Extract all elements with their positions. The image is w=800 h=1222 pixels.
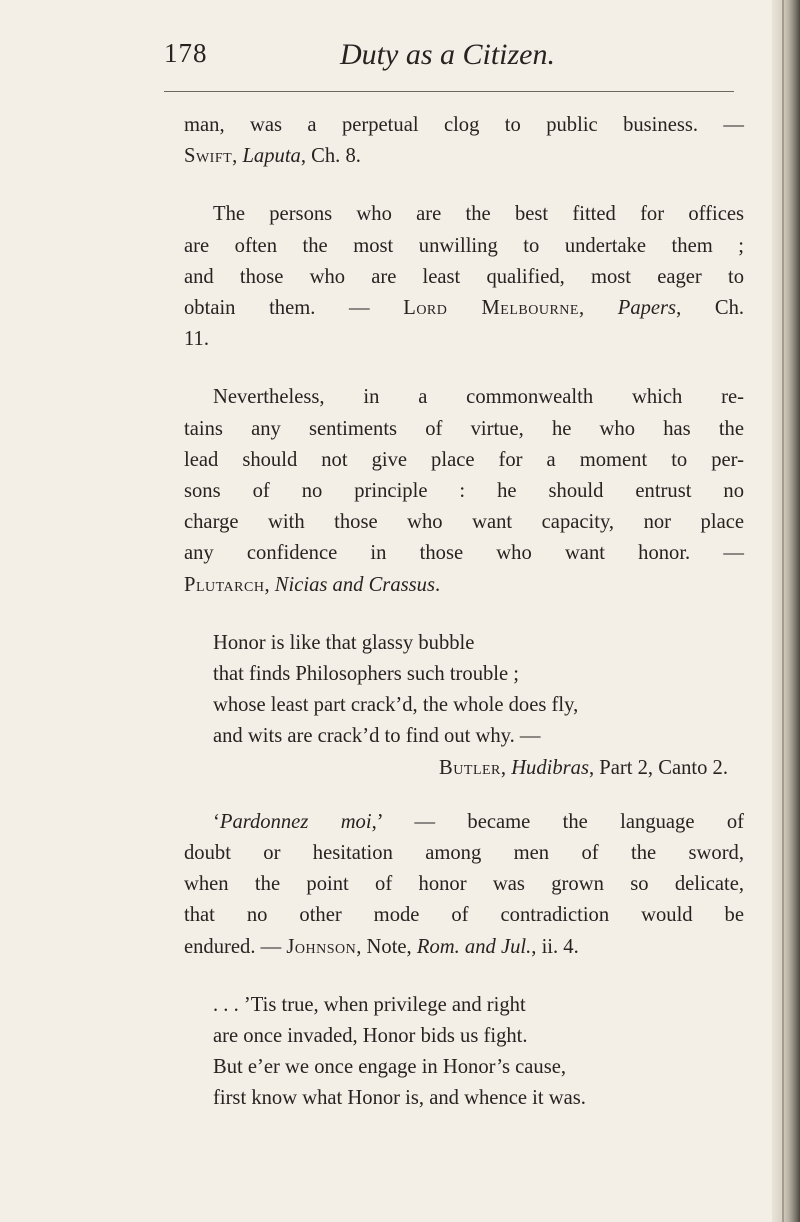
author-name: Swift [184,145,233,168]
text-line: are often the most unwilling to undertake them ; [184,234,744,257]
quote-swift [184,110,744,172]
work-title: Papers [617,297,677,320]
reference: , Part 2, Canto 2. [589,756,728,779]
text-line: and those who are least qualified, most eager to [184,265,744,288]
author-name: Johnson [286,935,357,958]
text-line-with-attribution [184,293,744,324]
text-line: tains any sentiments of virtue, he who has the [184,417,744,440]
quote-johnson [184,807,744,963]
reference: , Ch. 8. [300,145,361,168]
text-line: lead should not give place for a moment to per- [184,448,744,471]
quote-plutarch [184,382,744,600]
separator: , [232,145,243,168]
text-line: Nevertheless, in a commonwealth which re- [213,386,744,409]
text-fragment: — became the language of [382,810,745,833]
page-body [184,110,744,1138]
attribution [184,141,744,172]
verse-line: But e’er we once engage in Honor’s cause, [213,1056,567,1079]
reference: , Ch. [676,297,745,320]
text-fragment: obtain them. — [184,297,404,320]
verse-line: are once invaded, Honor bids us fight. [213,1025,528,1048]
verse-line: . . . ’Tis true, when privilege and right [213,993,526,1016]
separator: , [264,573,275,596]
quote-melbourne [184,199,744,355]
separator: , [578,297,618,320]
reference: , ii. 4. [531,935,579,958]
running-title: Duty as a Citizen. [340,38,555,71]
text-line-with-attribution [184,932,744,963]
reference-continued: 11. [184,328,209,351]
author-name: Lord Melbourne [403,297,579,320]
work-title: Hudibras [511,756,589,779]
verse-line: first know what Honor is, and whence it was. [213,1087,586,1110]
verse-line: whose least part crack’d, the whole does fly, [213,694,579,717]
text-line: sons of no principle : he should entrust no [184,480,744,503]
text-line: charge with those who want capacity, nor place [184,511,744,534]
quote-honor-verse [213,990,744,1115]
page-number: 178 [164,38,208,68]
verse-line: Honor is like that glassy bubble [213,631,475,654]
separator: , Note, [356,935,417,958]
text-line [184,807,744,838]
quote-butler [213,628,744,784]
text-line: man, was a perpetual clog to public business. — [184,114,744,136]
work-title: Nicias and Crassus [274,573,435,596]
text-fragment: endured. — [184,935,287,958]
italic-phrase: Pardonnez moi [219,810,372,833]
verse-line: that finds Philosophers such trouble ; [213,663,520,686]
work-title: Laputa [242,145,301,168]
attribution [184,570,744,601]
page-edge-shadow [772,0,800,1222]
verse-line: and wits are crack’d to find out why. — [213,725,541,748]
work-title: Rom. and Jul. [416,935,532,958]
author-name: Butler [439,756,501,779]
open-quote: ‘ [213,810,220,833]
text-line: any confidence in those who want honor. — [184,542,744,565]
author-name: Plutarch [184,573,265,596]
header-rule [164,91,734,92]
separator: , [500,756,512,779]
page-header [164,38,724,78]
text-line: doubt or hesitation among men of the sword, [184,842,744,865]
text-line: that no other mode of contradiction would be [184,904,744,927]
attribution [213,753,744,784]
reference: . [434,573,441,596]
close-quote: ,’ [371,810,383,833]
text-line: The persons who are the best fitted for offices [213,203,744,226]
text-line: when the point of honor was grown so delicate, [184,873,744,896]
